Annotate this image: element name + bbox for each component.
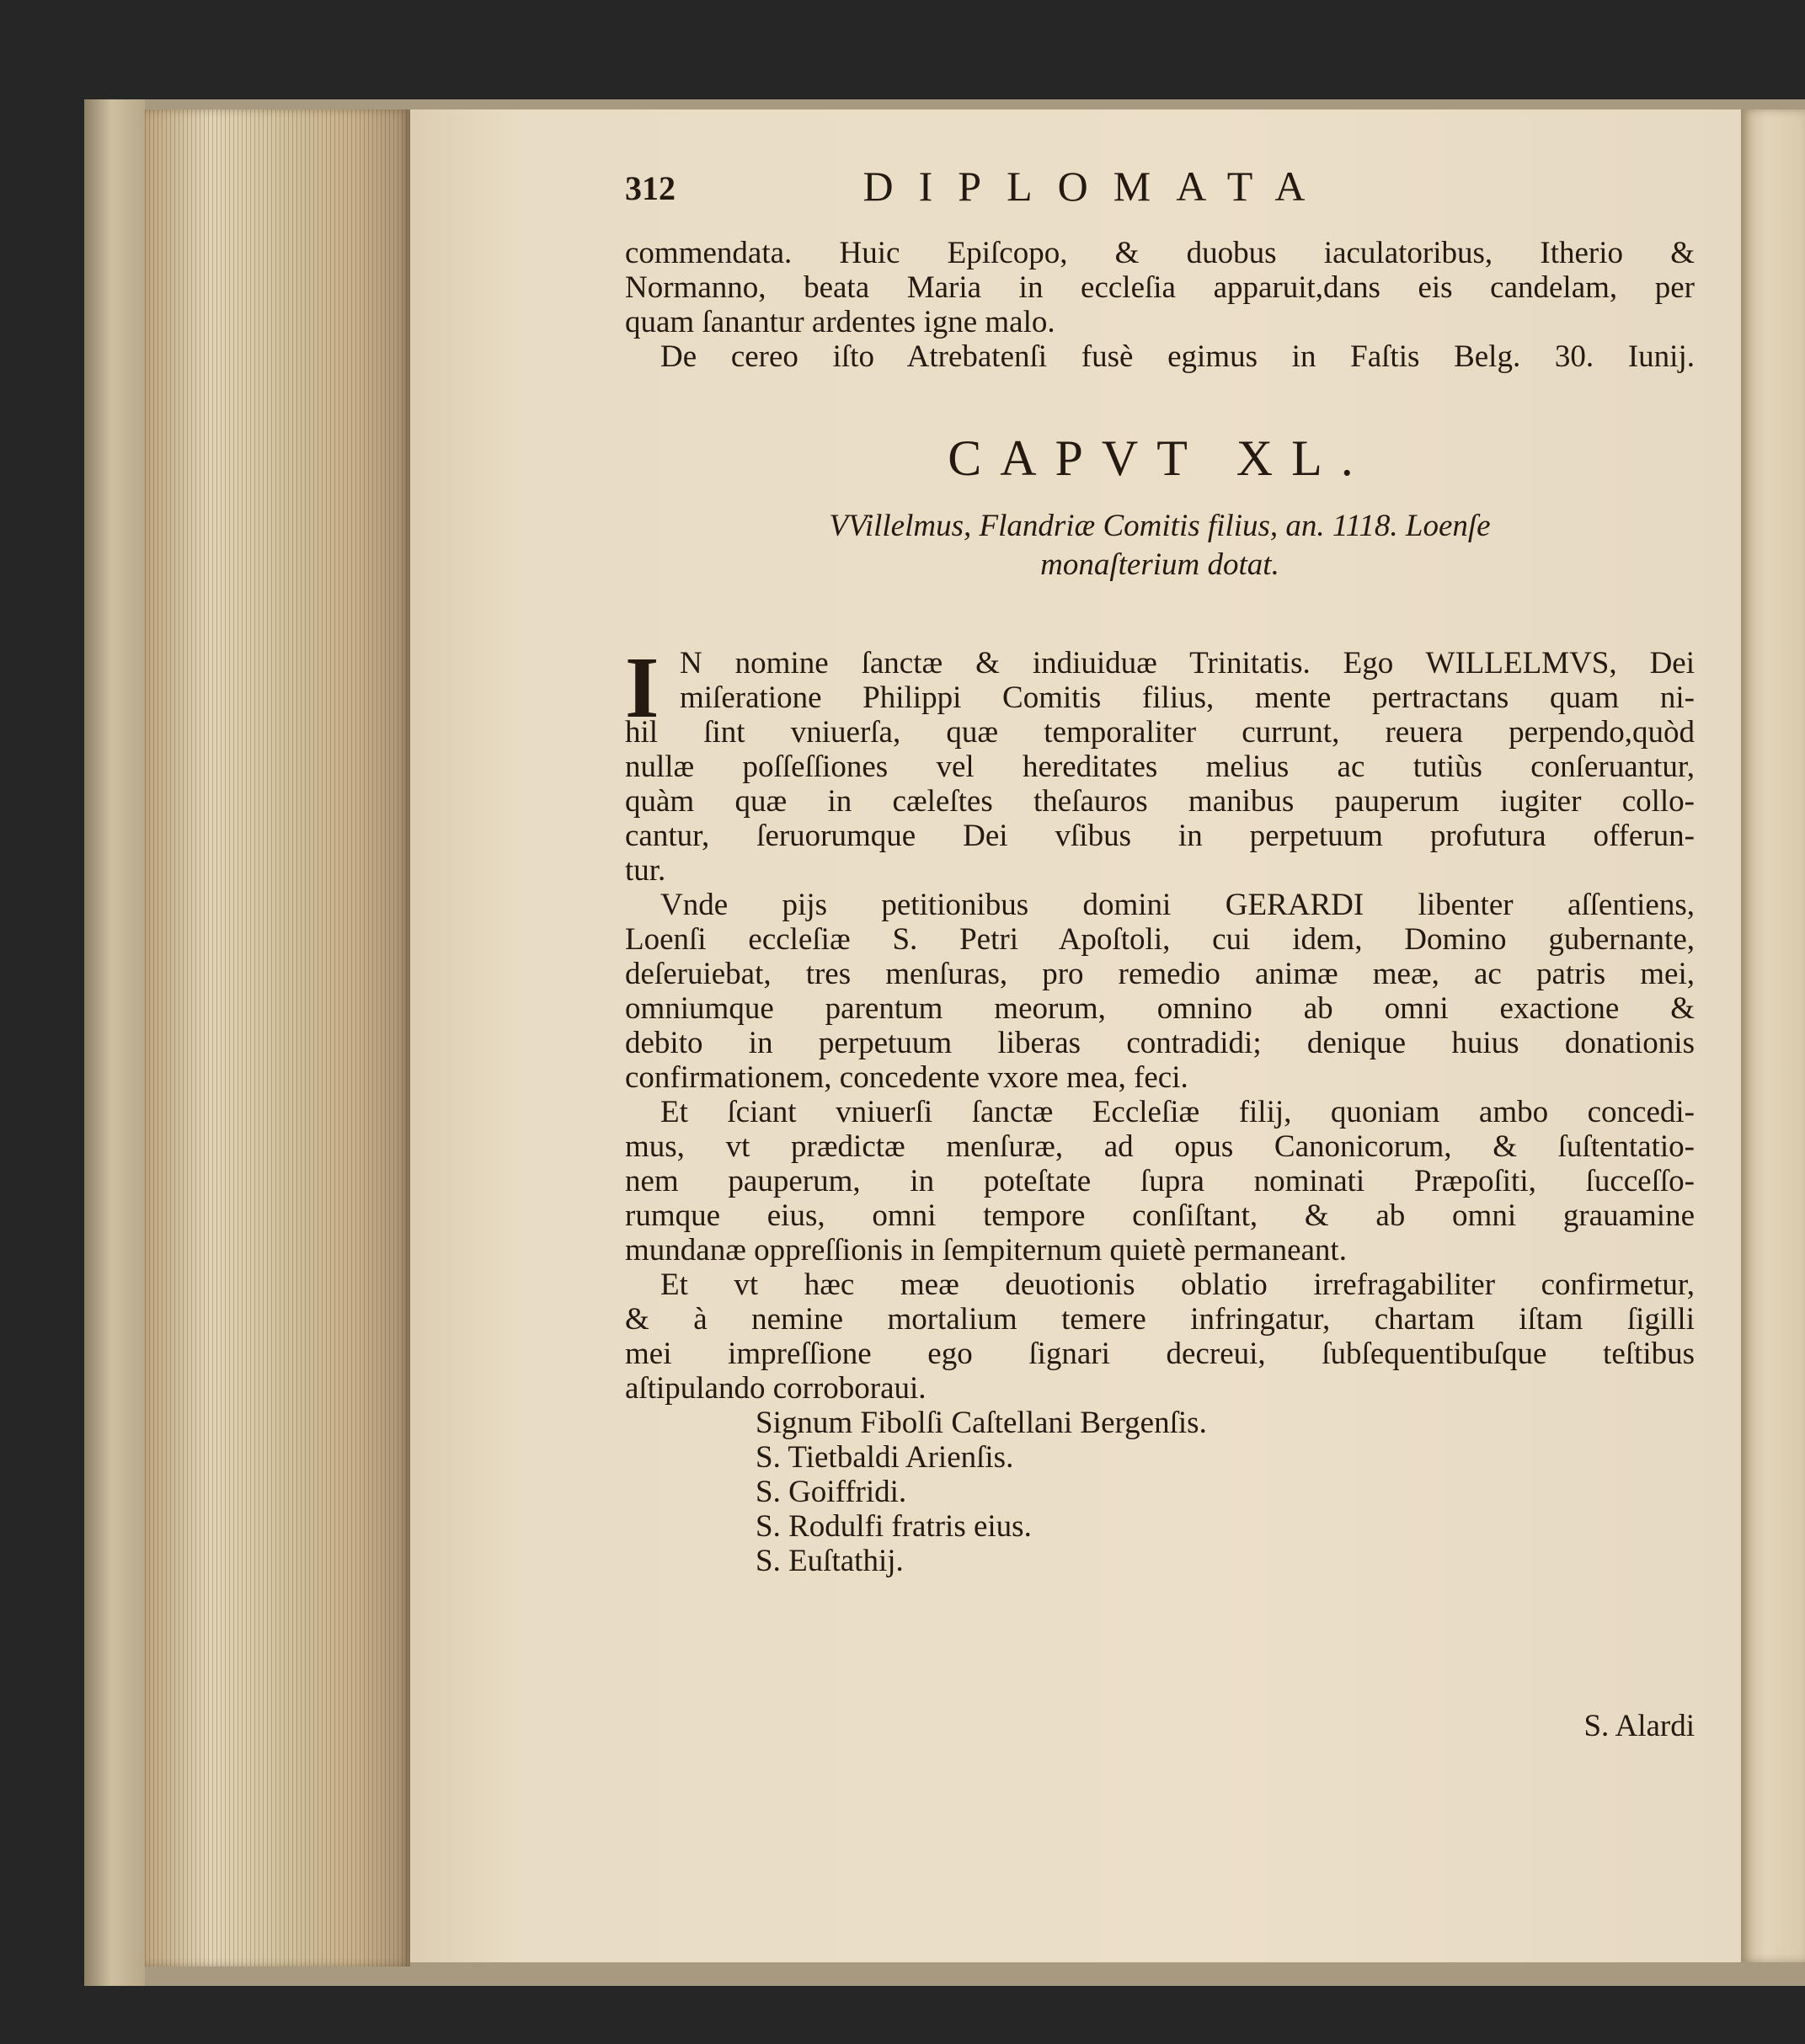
text-line: tur. [625,853,666,888]
text-line: aſtipulando corroboraui. [625,1371,927,1406]
text-line: & à nemine mortalium temere infringatur, chartam iſtam ſigilli [625,1302,1695,1337]
text-line: omniumque parentum meorum, omnino ab omni exactione & [625,991,1695,1026]
summary-line: VVillelmus, Flandriæ Comitis filius, an. 1118. Loenſe [829,509,1491,543]
book-page [410,109,1741,1962]
text-line: Normanno, beata Maria in eccleſia apparuit,dans eis candelam, per [625,270,1695,305]
text-line: Et vt hæc meæ deuotionis oblatio irrefragabiliter confirmetur, [660,1267,1695,1302]
catchword: S. Alardi [1583,1709,1695,1743]
intro-text [625,236,1695,374]
facing-page-edge [1741,109,1805,1962]
text-line: nem pauperum, in poteſtate ſupra nominati Præpoſiti, ſucceſſo- [625,1164,1695,1198]
text-line: N nomine ſanctæ & indiuiduæ Trinitatis. Ego WILLELMVS, Dei [680,646,1695,680]
signature-line: Signum Fibolſi Caſtellani Bergenſis. [756,1406,1207,1440]
text-line: cantur, ſeruorumque Dei vſibus in perpetuum profutura offerun- [625,819,1695,853]
signature-line: S. Rodulfi fratris eius. [756,1509,1032,1544]
text-line: Loenſi eccleſiæ S. Petri Apoſtoli, cui idem, Domino gubernante, [625,922,1695,957]
text-line: mundanæ oppreſſionis in ſempiternum quietè permaneant. [625,1233,1347,1267]
text-line: nullæ poſſeſſiones vel hereditates melius ac tutiùs conſeruantur, [625,750,1695,784]
text-line: confirmationem, concedente vxore mea, feci. [625,1060,1188,1095]
text-line: mei impreſſione ego ſignari decreui, ſubſequentibuſque teſtibus [625,1337,1695,1371]
text-line: commendata. Huic Epiſcopo, & duobus iaculatoribus, Itherio & [625,236,1695,270]
text-line: rumque eius, omni tempore conſiſtant, & ab omni grauamine [625,1198,1695,1233]
signature-line: S. Tietbaldi Arienſis. [756,1440,1014,1475]
charter-body [625,715,1695,1578]
text-line: mus, vt prædictæ menſuræ, ad opus Canonicorum, & ſuſtentatio- [625,1129,1695,1164]
page-edges [145,109,410,1967]
text-line: debito in perpetuum liberas contradidi; denique huius donationis [625,1026,1695,1060]
text-line: De cereo iſto Atrebatenſi fusè egimus in Faſtis Belg. 30. Iunij. [660,339,1695,374]
drop-cap: I [625,639,660,736]
chapter-title: CAPVT XL. [948,430,1372,486]
text-line: quàm quæ in cæleſtes theſauros manibus pauperum iugiter collo- [625,784,1695,819]
text-line: Et ſciant vniuerſi ſanctæ Eccleſiæ filij, quoniam ambo concedi- [660,1095,1695,1129]
running-title: DIPLOMATA [862,163,1331,210]
book-spine [84,99,145,1986]
page-number: 312 [625,169,676,207]
text-line: deſeruiebat, tres menſuras, pro remedio animæ meæ, ac patris mei, [625,957,1695,991]
chapter-summary [663,507,1657,584]
summary-line: monaſterium dotat. [1040,547,1279,582]
text-line: Vnde pijs petitionibus domini GERARDI libenter aſſentiens, [660,888,1695,922]
signature-line: S. Goiffridi. [756,1475,907,1509]
charter-opening [680,646,1695,715]
signature-line: S. Euſtathij. [756,1544,904,1578]
text-line: quam ſanantur ardentes igne malo. [625,305,1055,339]
text-line: miſeratione Philippi Comitis filius, mente pertractans quam ni- [680,680,1695,715]
text-line: hil ſint vniuerſa, quæ temporaliter currunt, reuera perpendo,quòd [625,715,1695,750]
